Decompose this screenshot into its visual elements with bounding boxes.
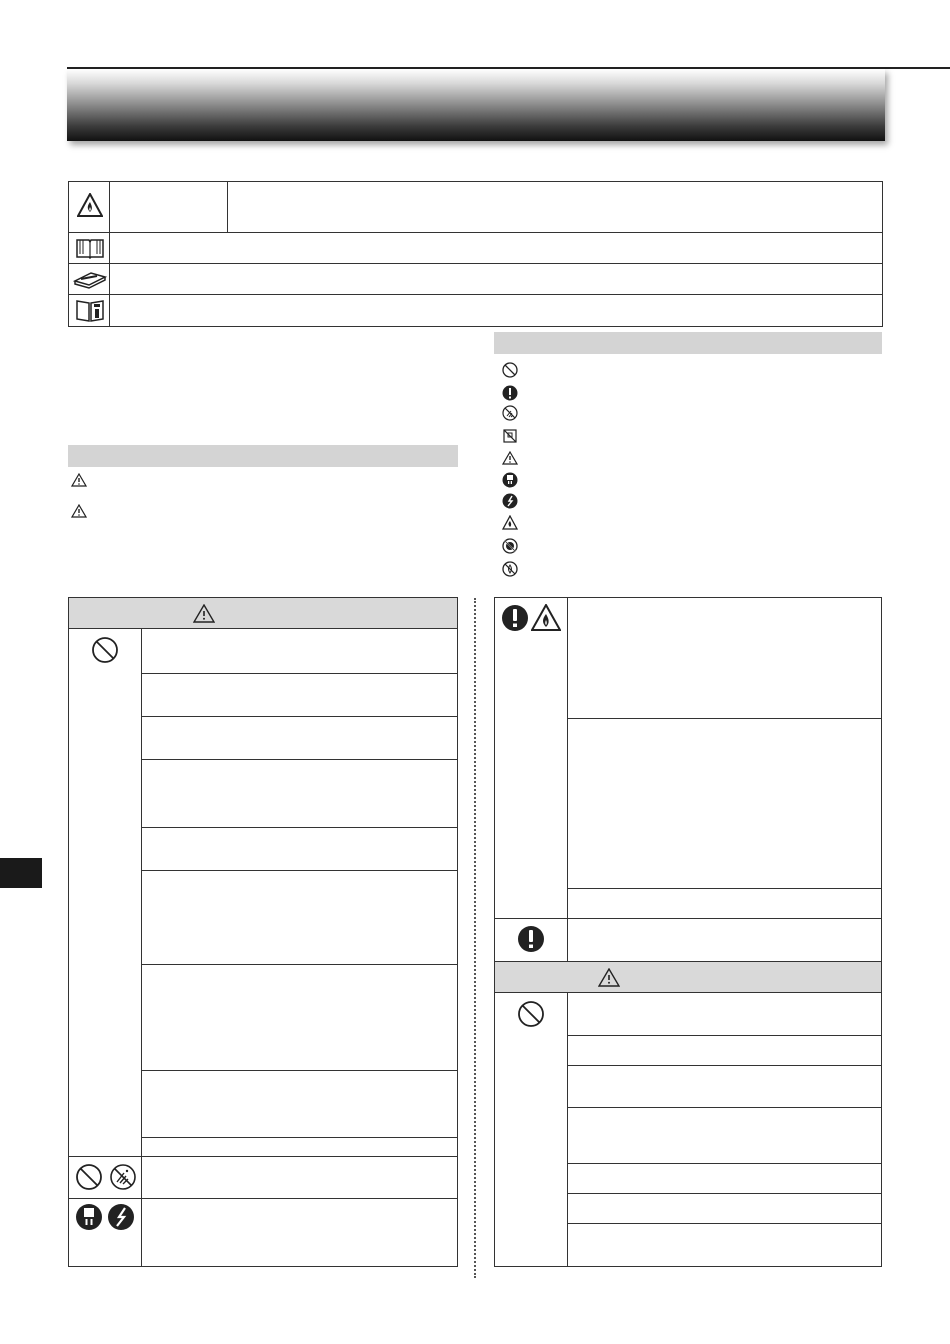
warning-triangle-icon <box>193 604 215 623</box>
left-grey-bar-title <box>68 446 74 461</box>
prohibited-icon <box>502 362 518 378</box>
no-wet-hands-icon <box>109 1163 137 1191</box>
right-grey-bar-title <box>494 333 500 348</box>
flammable-warning-icon <box>77 193 103 217</box>
symbols-table <box>68 181 883 327</box>
ground-icon <box>502 493 518 509</box>
warning-table <box>68 597 458 1267</box>
no-wet-hands-icon <box>502 405 518 421</box>
no-fire-icon <box>502 561 518 577</box>
prohibited-icon <box>517 1000 545 1028</box>
flammable-warning-icon <box>531 604 561 631</box>
unplug-icon <box>75 1203 103 1231</box>
service-manual-icon <box>73 269 107 289</box>
title-banner <box>67 69 885 141</box>
do-not-disassemble-icon <box>502 538 518 554</box>
warning-triangle-icon <box>71 504 87 518</box>
warning-triangle-icon <box>598 968 620 987</box>
mandatory-icon <box>501 604 529 632</box>
flammable-warning-icon <box>502 515 518 530</box>
ground-icon <box>107 1203 135 1231</box>
mandatory-icon <box>502 385 518 401</box>
no-water-icon <box>502 428 518 444</box>
warning-triangle-icon <box>71 473 87 487</box>
column-divider <box>474 598 476 1278</box>
mandatory-icon <box>517 925 545 953</box>
unplug-icon <box>502 472 518 488</box>
caution-header <box>495 961 881 993</box>
right-grey-bar <box>494 332 882 354</box>
prohibited-icon <box>75 1163 103 1191</box>
prohibited-icon <box>91 636 119 664</box>
warning-table-header <box>69 598 457 629</box>
chapter-tab <box>0 858 42 888</box>
left-grey-bar <box>68 445 458 467</box>
right-warning-table <box>494 597 882 1267</box>
operation-manual-icon <box>75 237 105 259</box>
information-manual-icon <box>75 298 105 322</box>
warning-triangle-icon <box>502 451 518 465</box>
